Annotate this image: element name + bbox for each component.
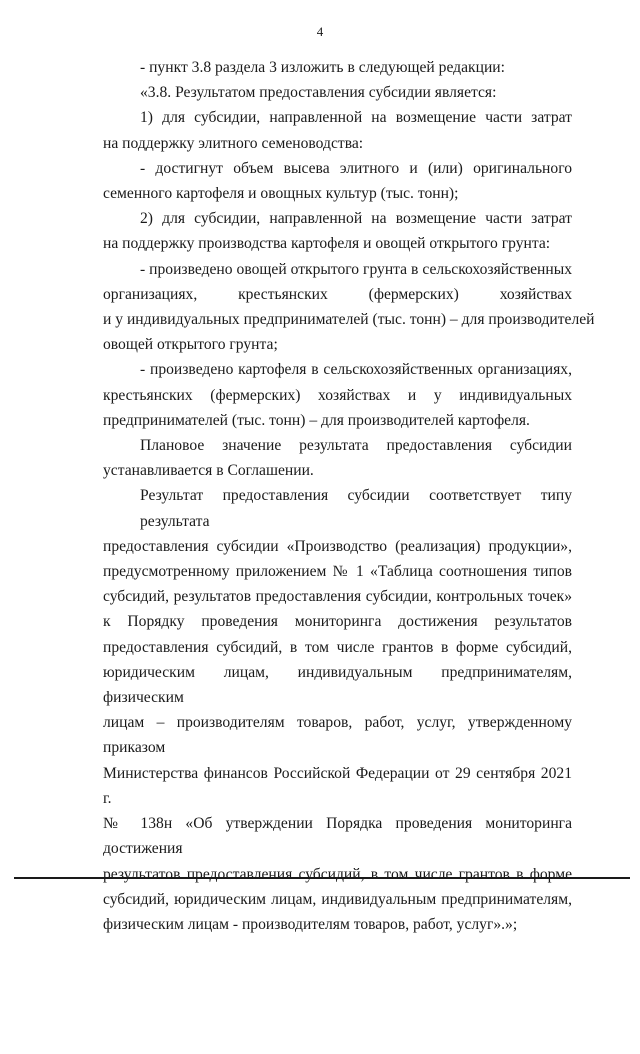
page-number: 4 (316, 24, 324, 39)
text-line: на поддержку производства картофеля и овощей открытого грунта: (103, 235, 551, 253)
paragraph (103, 357, 572, 433)
text-line: предпринимателей (тыс. тонн) – для производителей картофеля. (103, 411, 530, 429)
paragraph (103, 105, 572, 155)
text-line: - достигнут объем высева элитного и (или) оригинального (140, 159, 572, 177)
paragraph (103, 80, 572, 105)
text-line: лицам – производителям товаров, работ, услуг, утвержденному приказом (103, 714, 572, 757)
paragraph (103, 55, 572, 80)
paragraph (103, 257, 595, 358)
paragraph (103, 483, 572, 937)
text-line: физическим лицам - производителям товаров, работ, услуг».»; (103, 915, 518, 933)
text-line: Министерства финансов Российской Федерации от 29 сентября 2021 г. (103, 764, 572, 807)
text-line: - произведено овощей открытого грунта в сельскохозяйственных (140, 260, 572, 278)
text-line: предоставления субсидии «Производство (реализация) продукции», (103, 537, 572, 555)
text-line: крестьянских (фермерских) хозяйствах и у индивидуальных (103, 386, 572, 404)
text-line: субсидий, юридическим лицам, индивидуальным предпринимателям, (103, 890, 572, 908)
paragraph (103, 433, 572, 483)
text-line: результатов предоставления субсидий, в том числе грантов в форме (103, 865, 572, 883)
text-line: «3.8. Результатом предоставления субсидии является: (140, 84, 497, 102)
text-line: овощей открытого грунта; (103, 336, 278, 354)
text-line: устанавливается в Соглашении. (103, 462, 314, 480)
paragraph (103, 156, 572, 206)
text-line: 2) для субсидии, направленной на возмещение части затрат (140, 210, 572, 228)
text-line: на поддержку элитного семеноводства: (103, 134, 364, 152)
text-line: субсидий, результатов предоставления субсидии, контрольных точек» (103, 588, 572, 606)
text-line: предоставления субсидий, в том числе грантов в форме субсидий, (103, 638, 572, 656)
text-line: к Порядку проведения мониторинга достижения результатов (103, 613, 572, 631)
text-line: и у индивидуальных предпринимателей (тыс. тонн) – для производителей (103, 311, 595, 329)
document-body (103, 55, 595, 937)
text-line: организациях, крестьянских (фермерских) хозяйствах (103, 285, 572, 303)
paragraph (103, 206, 572, 256)
text-line: № 138н «Об утверждении Порядка проведения мониторинга достижения (103, 815, 572, 858)
text-line: - произведено картофеля в сельскохозяйственных организациях, (140, 361, 572, 379)
text-line: юридическим лицам, индивидуальным предпринимателям, физическим (103, 663, 572, 707)
text-line: 1) для субсидии, направленной на возмещение части затрат (140, 109, 572, 127)
text-line: Результат предоставления субсидии соответствует типу результата (140, 487, 572, 530)
text-line: предусмотренному приложением № 1 «Таблица соотношения типов (103, 563, 572, 581)
text-line: - пункт 3.8 раздела 3 изложить в следующей редакции: (140, 59, 505, 76)
horizontal-rule (14, 877, 630, 879)
text-line: семенного картофеля и овощных культур (тыс. тонн); (103, 185, 459, 203)
text-line: Плановое значение результата предоставления субсидии (140, 437, 572, 455)
